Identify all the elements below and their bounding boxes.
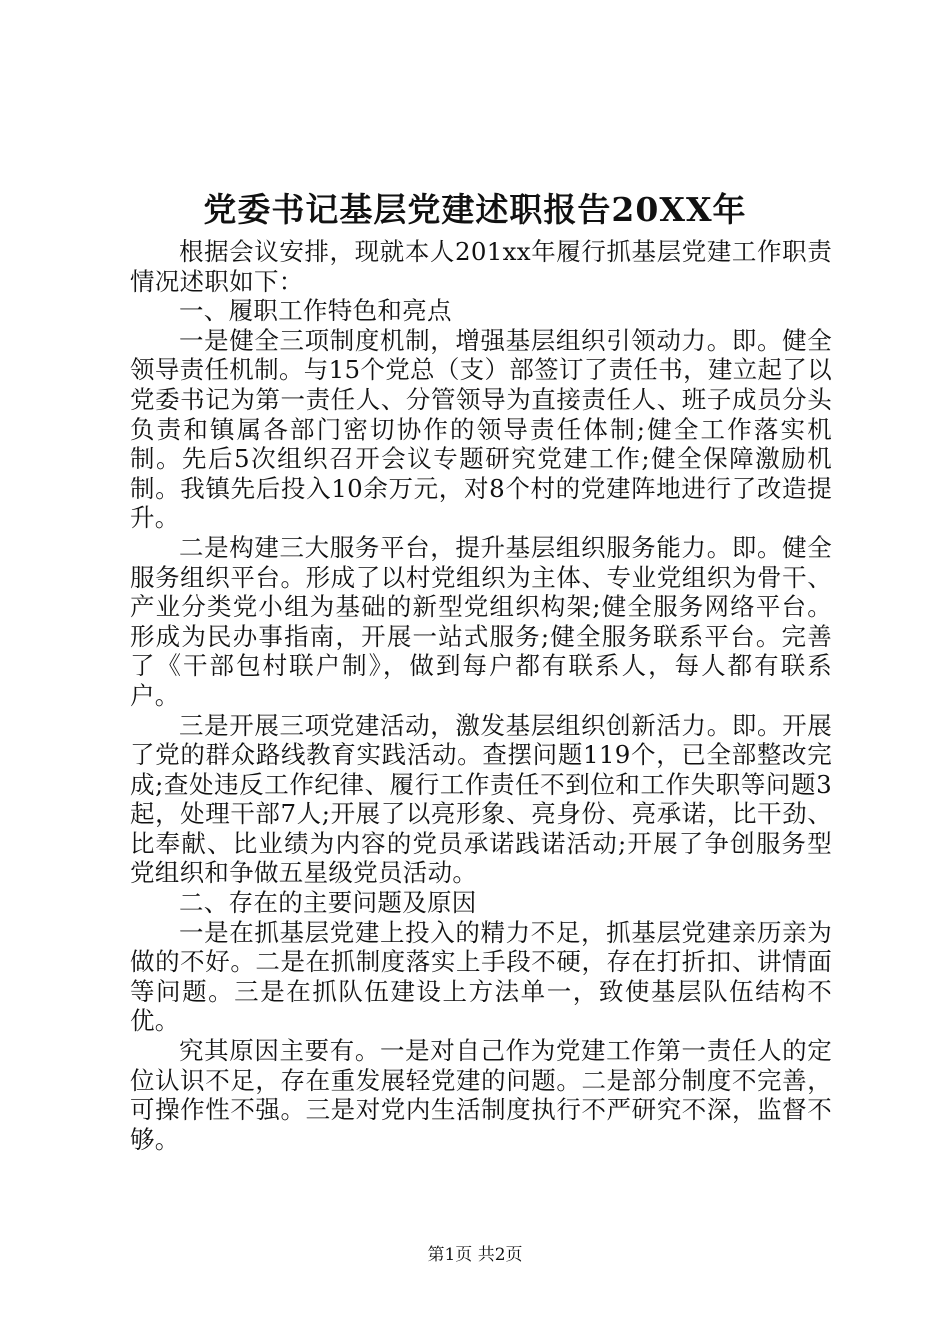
paragraph-institutions: 一是健全三项制度机制，增强基层组织引领动力。即。健全领导责任机制。与15个党总（支）部签订了责任书，建立起了以党委书记为第一责任人、分管领导为直接责任人、班子成员分头负责和镇属各部门密切协作的领导责任体制;健全工作落实机制。先后5次组织召开会议专题研究党建工作;健全保障激励机制。我镇先后投入10余万元，对8个村的党建阵地进行了改造提升。 [130,325,832,533]
document-title: 党委书记基层党建述职报告20XX年 [203,190,747,229]
paragraph-causes: 究其原因主要有。一是对自己作为党建工作第一责任人的定位认识不足，存在重发展轻党建的问题。二是部分制度不完善，可操作性不强。三是对党内生活制度执行不严研究不深，监督不够。 [130,1036,832,1154]
page-number-footer: 第1页 共2页 [427,1245,523,1265]
intro-paragraph: 根据会议安排，现就本人201xx年履行抓基层党建工作职责情况述职如下： [130,237,832,296]
document-body [130,237,832,1154]
paragraph-problems: 一是在抓基层党建上投入的精力不足，抓基层党建亲历亲为做的不好。二是在抓制度落实上手段不硬，存在打折扣、讲情面等问题。三是在抓队伍建设上方法单一，致使基层队伍结构不优。 [130,917,832,1036]
section-heading-problems: 二、存在的主要问题及原因 [179,888,477,918]
section-heading-highlights: 一、履职工作特色和亮点 [179,296,452,326]
paragraph-service-platforms: 二是构建三大服务平台，提升基层组织服务能力。即。健全服务组织平台。形成了以村党组织为主体、专业党组织为骨干、产业分类党小组为基础的新型党组织构架;健全服务网络平台。形成为民办事指南，开展一站式服务;健全服务联系平台。完善了《干部包村联户制》，做到每户都有联系人，每人都有联系户。 [130,532,832,710]
paragraph-party-activities: 三是开展三项党建活动，激发基层组织创新活力。即。开展了党的群众路线教育实践活动。查摆问题119个，已全部整改完成;查处违反工作纪律、履行工作责任不到位和工作失职等问题3起，处理干部7人;开展了以亮形象、亮身份、亮承诺，比干劲、比奉献、比业绩为内容的党员承诺践诺活动;开展了争创服务型党组织和争做五星级党员活动。 [130,710,832,888]
